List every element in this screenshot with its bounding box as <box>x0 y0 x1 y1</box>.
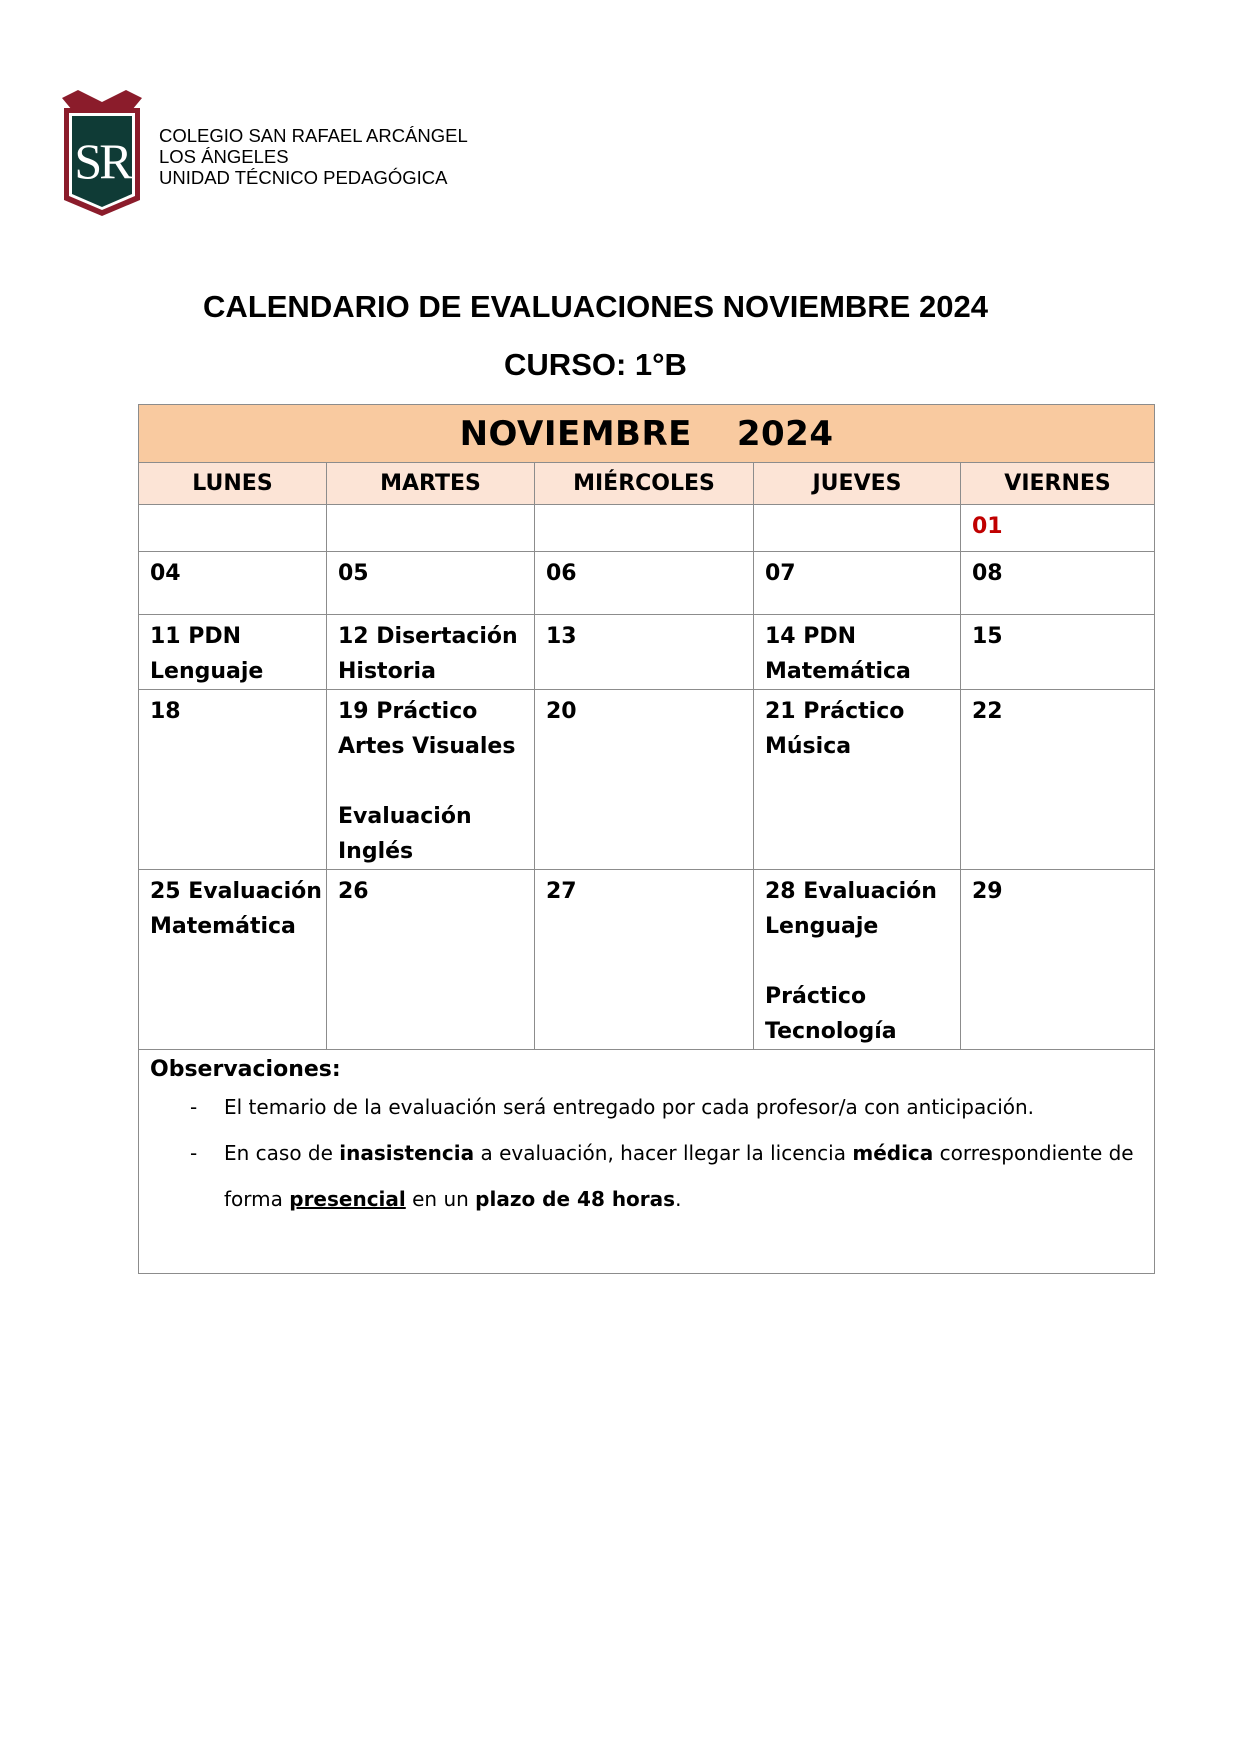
calendar-week-row <box>139 505 1155 552</box>
calendar-day-cell <box>961 870 1155 1050</box>
emphasis-deadline: plazo de 48 horas <box>475 1187 676 1211</box>
calendar-day-cell <box>139 870 327 1050</box>
day-entry: 22 <box>972 699 1003 724</box>
calendar-day-cell <box>754 690 961 870</box>
calendar-day-cell <box>139 552 327 615</box>
calendar-day-cell <box>327 505 535 552</box>
day-entry: 27 <box>546 879 577 904</box>
weekday-header: MARTES <box>327 463 535 505</box>
evaluation-detail: Historia <box>338 659 436 684</box>
day-entry: 20 <box>546 699 577 724</box>
day-entry: 11 PDN <box>150 624 242 649</box>
school-unit: UNIDAD TÉCNICO PEDAGÓGICA <box>159 167 448 188</box>
day-entry: 15 <box>972 624 1003 649</box>
document-title: CALENDARIO DE EVALUACIONES NOVIEMBRE 2024 <box>203 289 988 324</box>
day-entry: 19 Práctico <box>338 699 478 724</box>
calendar-week-row <box>139 615 1155 690</box>
evaluation-detail: Matemática <box>150 914 296 939</box>
evaluation-detail: Tecnología <box>765 1019 897 1044</box>
day-entry: 18 <box>150 699 181 724</box>
day-entry: 14 PDN <box>765 624 857 649</box>
calendar-day-cell <box>535 552 754 615</box>
evaluation-detail: Artes Visuales <box>338 734 516 759</box>
evaluation-detail: Matemática <box>765 659 911 684</box>
course-label: CURSO: 1°B <box>504 347 687 382</box>
observations-section <box>139 1050 1155 1274</box>
observations-title: Observaciones: <box>150 1057 341 1082</box>
day-entry: 05 <box>338 561 369 586</box>
calendar-day-cell <box>327 690 535 870</box>
day-entry: 21 Práctico <box>765 699 905 724</box>
day-entry: 29 <box>972 879 1003 904</box>
evaluation-detail: Inglés <box>338 839 414 864</box>
calendar-day-cell <box>327 615 535 690</box>
calendar-day-cell <box>961 615 1155 690</box>
calendar-day-cell <box>754 505 961 552</box>
calendar-week-row <box>139 870 1155 1050</box>
calendar-day-cell <box>327 552 535 615</box>
calendar-year: 2024 <box>736 413 834 454</box>
calendar-day-cell <box>139 690 327 870</box>
school-name: COLEGIO SAN RAFAEL ARCÁNGEL <box>159 125 468 146</box>
observation-item: - En caso de inasistencia a evaluación, hacer llegar la licencia médica correspondiente de forma presencial en un plazo de 48 horas. <box>190 1141 1134 1211</box>
observation-text: El temario de la evaluación será entregado por cada profesor/a con anticipación. <box>224 1095 1035 1119</box>
day-entry: 28 Evaluación <box>765 879 937 904</box>
calendar-day-cell <box>754 615 961 690</box>
day-entry: 06 <box>546 561 577 586</box>
day-entry: 07 <box>765 561 796 586</box>
calendar-month: NOVIEMBRE <box>459 413 692 454</box>
calendar-day-cell <box>139 615 327 690</box>
calendar-day-cell <box>535 870 754 1050</box>
school-crest-logo <box>62 90 142 216</box>
calendar-day-cell <box>754 552 961 615</box>
calendar-day-cell <box>961 505 1155 552</box>
calendar-day-cell <box>535 505 754 552</box>
evaluation-detail: Evaluación <box>338 804 472 829</box>
day-entry: 04 <box>150 561 181 586</box>
day-entry: 25 Evaluación <box>150 879 322 904</box>
evaluation-detail: Práctico <box>765 984 867 1009</box>
emphasis-absence: inasistencia <box>339 1141 475 1165</box>
evaluation-detail: Música <box>765 734 852 759</box>
calendar-day-cell <box>139 505 327 552</box>
calendar-week-row <box>139 690 1155 870</box>
emphasis-medical: médica <box>852 1141 934 1165</box>
observation-item: - El temario de la evaluación será entregado por cada profesor/a con anticipación. <box>190 1095 1035 1119</box>
day-entry: 01 <box>972 514 1003 539</box>
calendar-day-cell <box>961 690 1155 870</box>
calendar-day-cell <box>754 870 961 1050</box>
calendar-day-cell <box>535 690 754 870</box>
emphasis-in-person: presencial <box>289 1187 406 1211</box>
calendar-month-header <box>139 405 1155 463</box>
weekday-header: VIERNES <box>961 463 1155 505</box>
weekday-header: LUNES <box>139 463 327 505</box>
calendar-day-cell <box>327 870 535 1050</box>
weekday-header: MIÉRCOLES <box>535 463 754 505</box>
svg-text:SR: SR <box>74 133 130 189</box>
calendar-day-cell <box>535 615 754 690</box>
day-entry: 12 Disertación <box>338 624 518 649</box>
calendar-week-row <box>139 552 1155 615</box>
school-city: LOS ÁNGELES <box>159 146 289 167</box>
observation-text: En caso de inasistencia a evaluación, hacer llegar la licencia médica correspondiente de forma presencial en un plazo de 48 horas. <box>224 1141 1134 1211</box>
evaluation-detail: Lenguaje <box>765 914 879 939</box>
day-entry: 13 <box>546 624 577 649</box>
weekday-header: JUEVES <box>754 463 961 505</box>
day-entry: 26 <box>338 879 369 904</box>
calendar-day-cell <box>961 552 1155 615</box>
school-header <box>159 125 468 188</box>
evaluation-calendar <box>138 404 1155 1274</box>
day-entry: 08 <box>972 561 1003 586</box>
evaluation-detail: Lenguaje <box>150 659 264 684</box>
